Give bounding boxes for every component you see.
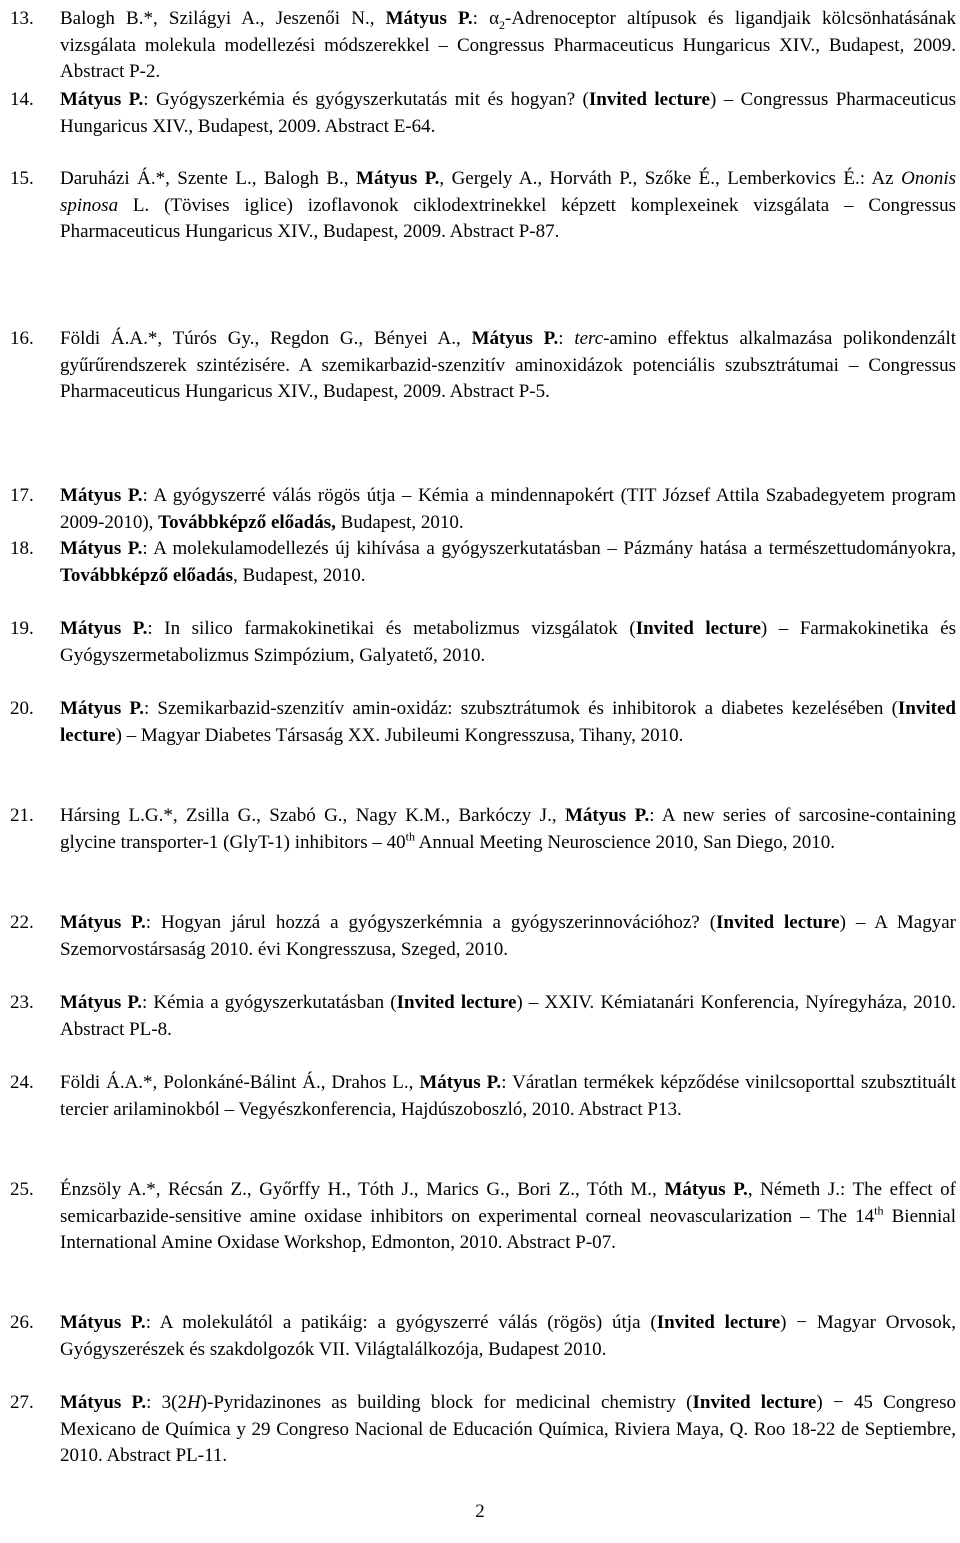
entry-citation [60, 1390, 956, 1470]
highlighted-author: Mátyus P. [471, 328, 559, 349]
citation-text: L. (Tövises iglice) izoflavonok ciklodextrinekkel képzett komplexeinek vizsgálata – Congressus Pharmaceuticus Hungaricus XIV., Budapest, 2009. Abstract P-87. [60, 194, 956, 242]
citation-text: ) − 45 Congreso Mexicano de Química y 29 Congreso Nacional de Educación Química, Riviera Maya, Q. Roo 18-22 de Septiembre, 2010. Abstract PL-11. [60, 1392, 957, 1466]
italic-term: terc [574, 328, 604, 349]
entry-citation [60, 483, 956, 536]
page-number: 2 [475, 1501, 485, 1522]
highlighted-author: Mátyus P. [60, 1312, 146, 1333]
entry-number: 23. [10, 992, 34, 1013]
entry-citation [60, 536, 956, 589]
citation-text: -amino effektus alkalmazása polikondenzált gyűrűrendszerek szintézisére. A szemikarbazid-szenzitív aminoxidázok potenciális szubsztrátumai – Congressus Pharmaceuticus Hungaricus XIV., Budapest, 2009. Abstract P-5. [60, 328, 957, 402]
entry-number: 15. [10, 168, 34, 189]
emphasis-label: Továbbképző előadás [60, 564, 233, 586]
highlighted-author: Mátyus P. [60, 89, 144, 110]
citation-text: : A molekulától a patikáig: a gyógyszerré válás (rögös) útja ( [145, 1312, 657, 1333]
highlighted-author: Mátyus P. [60, 912, 146, 933]
emphasis-label: Továbbképző előadás, [158, 511, 336, 533]
citation-text: : Hogyan járul hozzá a gyógyszerkémnia a gyógyszerinnovációhoz? ( [145, 912, 717, 933]
citation-text: ) − Magyar Orvosok, Gyógyszerészek és szakdolgozók VII. Világtalálkozója, Budapest 2010. [60, 1312, 956, 1360]
entry-citation [60, 910, 956, 963]
entry-citation [60, 990, 956, 1043]
entry-number: 26. [10, 1312, 34, 1333]
superscript: th [874, 1203, 884, 1218]
emphasis-label: Invited lecture [635, 618, 761, 639]
citation-text: )-Pyridazinones as building block for medicinal chemistry ( [200, 1392, 693, 1413]
entry-number: 27. [10, 1392, 34, 1413]
highlighted-author: Mátyus P. [60, 618, 148, 639]
citation-text: Földi Á.A.*, Túrós Gy., Regdon G., Bényei A., [60, 328, 472, 349]
emphasis-label: Invited lecture [396, 992, 517, 1013]
citation-text: -Adrenoceptor altípusok és ligandjaik kölcsönhatásának vizsgálata molekula modellezési módszerekkel – Congressus Pharmaceuticus Hungaricus XIV., Budapest, 2009. Abstract P-2. [60, 8, 956, 82]
highlighted-author: Mátyus P. [60, 1392, 147, 1413]
citation-text: , Németh J.: The effect of semicarbazide-sensitive amine oxidase inhibitors on experimental corneal neovascularization – The 14 [60, 1179, 956, 1227]
entry-number: 19. [10, 618, 34, 639]
citation-text: : 3(2 [146, 1392, 187, 1413]
entry-citation [60, 616, 956, 669]
entry-number: 17. [10, 485, 34, 506]
entry-citation [60, 696, 956, 749]
entry-citation [60, 1310, 956, 1363]
citation-text: : A molekulamodellezés új kihívása a gyógyszerkutatásban – Pázmány hatása a természettudományokra, [142, 538, 956, 559]
citation-text: Balogh B.*, Szilágyi A., Jeszenői N., [60, 8, 386, 29]
citation-text: ) – Congressus Pharmaceuticus Hungaricus XIV., Budapest, 2009. Abstract E-64. [60, 89, 956, 137]
citation-text: , Budapest, 2010. [233, 564, 366, 586]
citation-text: ) – A Magyar Szemorvostársaság 2010. évi Kongresszusa, Szeged, 2010. [60, 912, 956, 960]
italic-term: H [186, 1392, 201, 1413]
entry-number: 16. [10, 328, 34, 349]
citation-text: : Gyógyszerkémia és gyógyszerkutatás mit és hogyan? ( [143, 89, 589, 110]
citation-text: : A gyógyszerré válás rögös útja – Kémia a mindennapokért (TIT József Attila Szabadegyetem program 2009-2010), [60, 485, 957, 533]
entry-citation [60, 6, 956, 86]
citation-text: Énzsöly A.*, Récsán Z., Győrffy H., Tóth J., Marics G., Bori Z., Tóth M., [60, 1179, 665, 1200]
citation-text: Biennial International Amine Oxidase Workshop, Edmonton, 2010. Abstract P-07. [60, 1205, 956, 1253]
highlighted-author: Mátyus P. [385, 8, 473, 29]
entry-number: 20. [10, 698, 34, 719]
citation-text: ) – Magyar Diabetes Társaság XX. Jubileumi Kongresszusa, Tihany, 2010. [115, 724, 684, 746]
entry-citation [60, 803, 956, 856]
emphasis-label: Invited lecture [716, 912, 840, 933]
citation-text: Annual Meeting Neuroscience 2010, San Diego, 2010. [414, 831, 835, 853]
citation-text: Földi Á.A.*, Polonkáné-Bálint Á., Drahos L., [60, 1072, 420, 1093]
citation-text: : A new series of sarcosine-containing glycine transporter-1 (GlyT-1) inhibitors – 40 [60, 805, 957, 853]
entry-number: 13. [10, 8, 34, 29]
highlighted-author: Mátyus P. [419, 1072, 502, 1093]
entry-citation [60, 1070, 956, 1123]
entry-number: 18. [10, 538, 34, 559]
citation-text: Budapest, 2010. [335, 511, 464, 533]
entry-citation [60, 87, 956, 140]
citation-text: : α [472, 8, 500, 29]
citation-text: ) – XXIV. Kémiatanári Konferencia, Nyíregyháza, 2010. Abstract PL-8. [60, 992, 956, 1040]
entry-number: 14. [10, 89, 34, 110]
emphasis-label: Invited lecture [692, 1392, 817, 1413]
emphasis-label: Invited lecture [656, 1312, 781, 1333]
entry-number: 24. [10, 1072, 34, 1093]
italic-term: Ononis spinosa [60, 168, 956, 216]
highlighted-author: Mátyus P. [60, 992, 142, 1013]
citation-text: Daruházi Á.*, Szente L., Balogh B., [60, 168, 357, 189]
highlighted-author: Mátyus P. [564, 805, 650, 826]
citation-text: : Kémia a gyógyszerkutatásban ( [141, 992, 397, 1013]
highlighted-author: Mátyus P. [664, 1179, 748, 1200]
subscript: 2 [499, 17, 506, 32]
highlighted-author: Mátyus P. [60, 538, 143, 559]
citation-text: ) – Farmakokinetika és Gyógyszermetabolizmus Szimpózium, Galyatető, 2010. [60, 618, 956, 666]
citation-text: : [558, 328, 575, 349]
citation-text: : Váratlan termékek képződése vinilcsoporttal szubsztituált tercier arilaminokból – Vegyészkonferencia, Hajdúszoboszló, 2010. Abstract P13. [60, 1072, 956, 1120]
entry-citation [60, 326, 956, 406]
citation-text: : In silico farmakokinetikai és metabolizmus vizsgálatok ( [147, 618, 636, 639]
entry-number: 25. [10, 1179, 34, 1200]
superscript: th [405, 829, 415, 844]
highlighted-author: Mátyus P. [356, 168, 440, 189]
entry-citation [60, 166, 956, 246]
highlighted-author: Mátyus P. [60, 485, 143, 506]
highlighted-author: Mátyus P. [60, 698, 144, 719]
entry-number: 21. [10, 805, 34, 826]
emphasis-label: Invited lecture [588, 89, 710, 110]
citation-text: : Szemikarbazid-szenzitív amin-oxidáz: szubsztrátumok és inhibitorok a diabetes kezelésében ( [143, 698, 898, 719]
citation-text: , Gergely A., Horváth P., Szőke É., Lemberkovics É.: Az [439, 168, 902, 189]
citation-text: Hársing L.G.*, Zsilla G., Szabó G., Nagy K.M., Barkóczy J., [60, 805, 565, 826]
entry-number: 22. [10, 912, 34, 933]
entry-citation [60, 1177, 956, 1257]
emphasis-label: Invited lecture [60, 698, 956, 746]
